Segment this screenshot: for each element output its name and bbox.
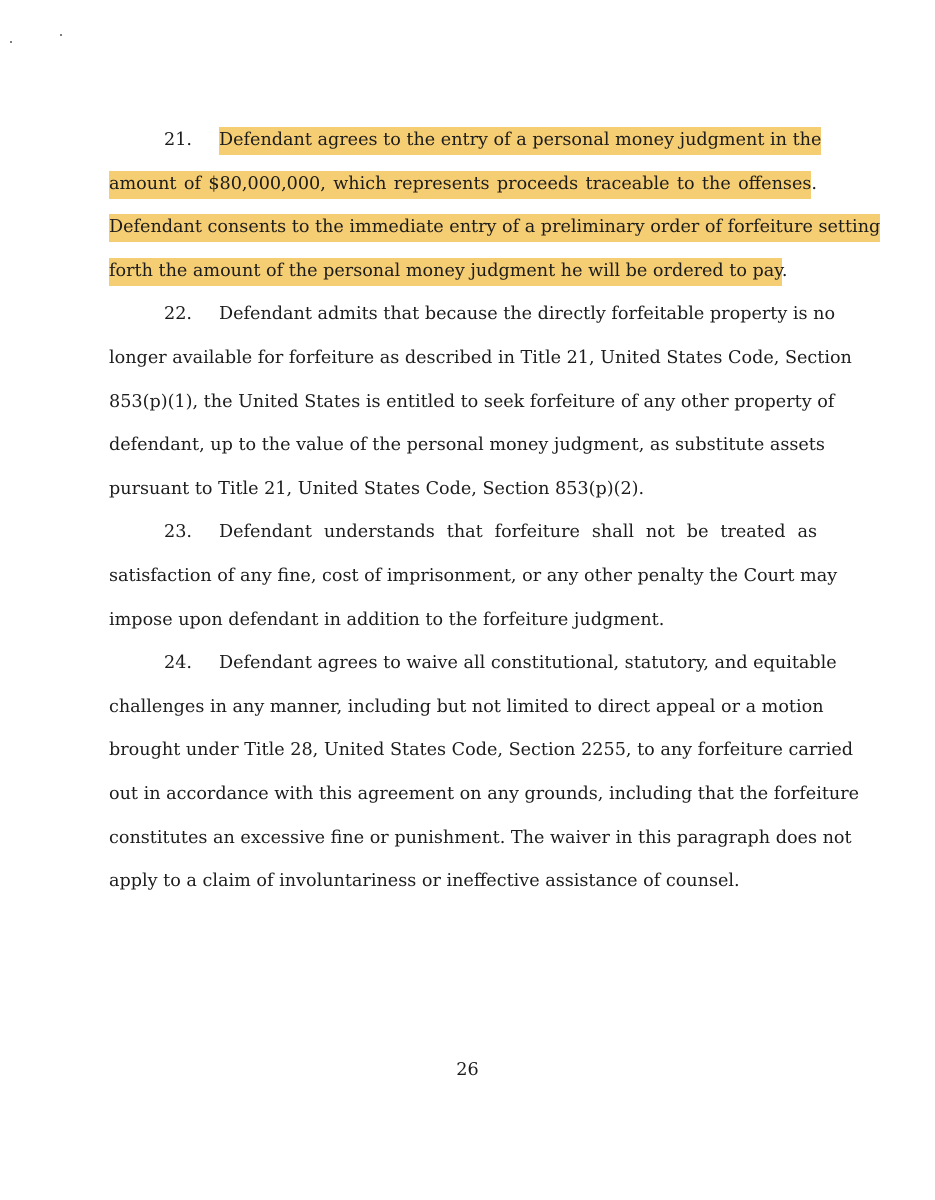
paragraph-line: pursuant to Title 21, United States Code, Section 853(p)(2).	[109, 478, 645, 499]
paragraph-number: 23.	[164, 522, 192, 543]
paragraph-line: apply to a claim of involuntariness or ineffective assistance of counsel.	[109, 871, 740, 892]
paragraph-number: 22.	[164, 304, 192, 325]
paragraph-line	[109, 511, 817, 555]
scan-speck	[60, 34, 62, 36]
paragraph-text: Defendant admits that because the directly forfeitable property is no	[219, 304, 836, 325]
paragraph-line: challenges in any manner, including but not limited to direct appeal or a motion	[109, 696, 824, 717]
highlighted-text: forth the amount of the personal money judgment he will be ordered to pay	[109, 258, 782, 286]
paragraph-line: impose upon defendant in addition to the forfeiture judgment.	[109, 609, 665, 630]
paragraph-line: out in accordance with this agreement on any grounds, including that the forfeiture	[109, 783, 860, 804]
paragraph-line: 853(p)(1), the United States is entitled to seek forfeiture of any other property of	[109, 391, 835, 412]
page-number: 26	[456, 1060, 479, 1080]
paragraph-line	[109, 642, 837, 686]
paragraph-22	[109, 293, 852, 511]
paragraph-line: constitutes an excessive fine or punishment. The waiver in this paragraph does not	[109, 827, 852, 848]
paragraph-24	[109, 642, 860, 904]
paragraph-line	[109, 206, 881, 250]
paragraph-number: 24.	[164, 653, 192, 674]
paragraph-line	[109, 119, 822, 163]
highlighted-text: Defendant agrees to the entry of a personal money judgment in the	[219, 127, 821, 155]
paragraph-line: longer available for forfeiture as described in Title 21, United States Code, Section	[109, 347, 852, 368]
paragraph-line: amount of $80,000,000, which represents proceeds traceable to the offenses.	[109, 163, 817, 207]
paragraph-21	[109, 119, 881, 293]
paragraph-line: defendant, up to the value of the personal money judgment, as substitute assets	[109, 435, 825, 456]
paragraph-line	[109, 293, 836, 337]
paragraph-line: satisfaction of any fine, cost of imprisonment, or any other penalty the Court may	[109, 565, 838, 586]
paragraph-number: 21.	[164, 130, 192, 150]
paragraph-line: brought under Title 28, United States Code, Section 2255, to any forfeiture carried	[109, 740, 854, 761]
scan-speck	[10, 41, 12, 43]
paragraph-text: Defendant understands that forfeiture shall not be treated as	[219, 522, 817, 543]
trailing-period: .	[781, 260, 788, 281]
document-body	[109, 119, 881, 904]
paragraph-text: Defendant agrees to waive all constitutional, statutory, and equitable	[219, 653, 837, 674]
highlighted-text: amount of $80,000,000, which represents proceeds traceable to the offenses	[109, 171, 811, 199]
paragraph-line	[109, 250, 817, 294]
highlighted-text: Defendant consents to the immediate entry of a preliminary order of forfeiture setting	[109, 214, 880, 242]
paragraph-23	[109, 511, 838, 642]
